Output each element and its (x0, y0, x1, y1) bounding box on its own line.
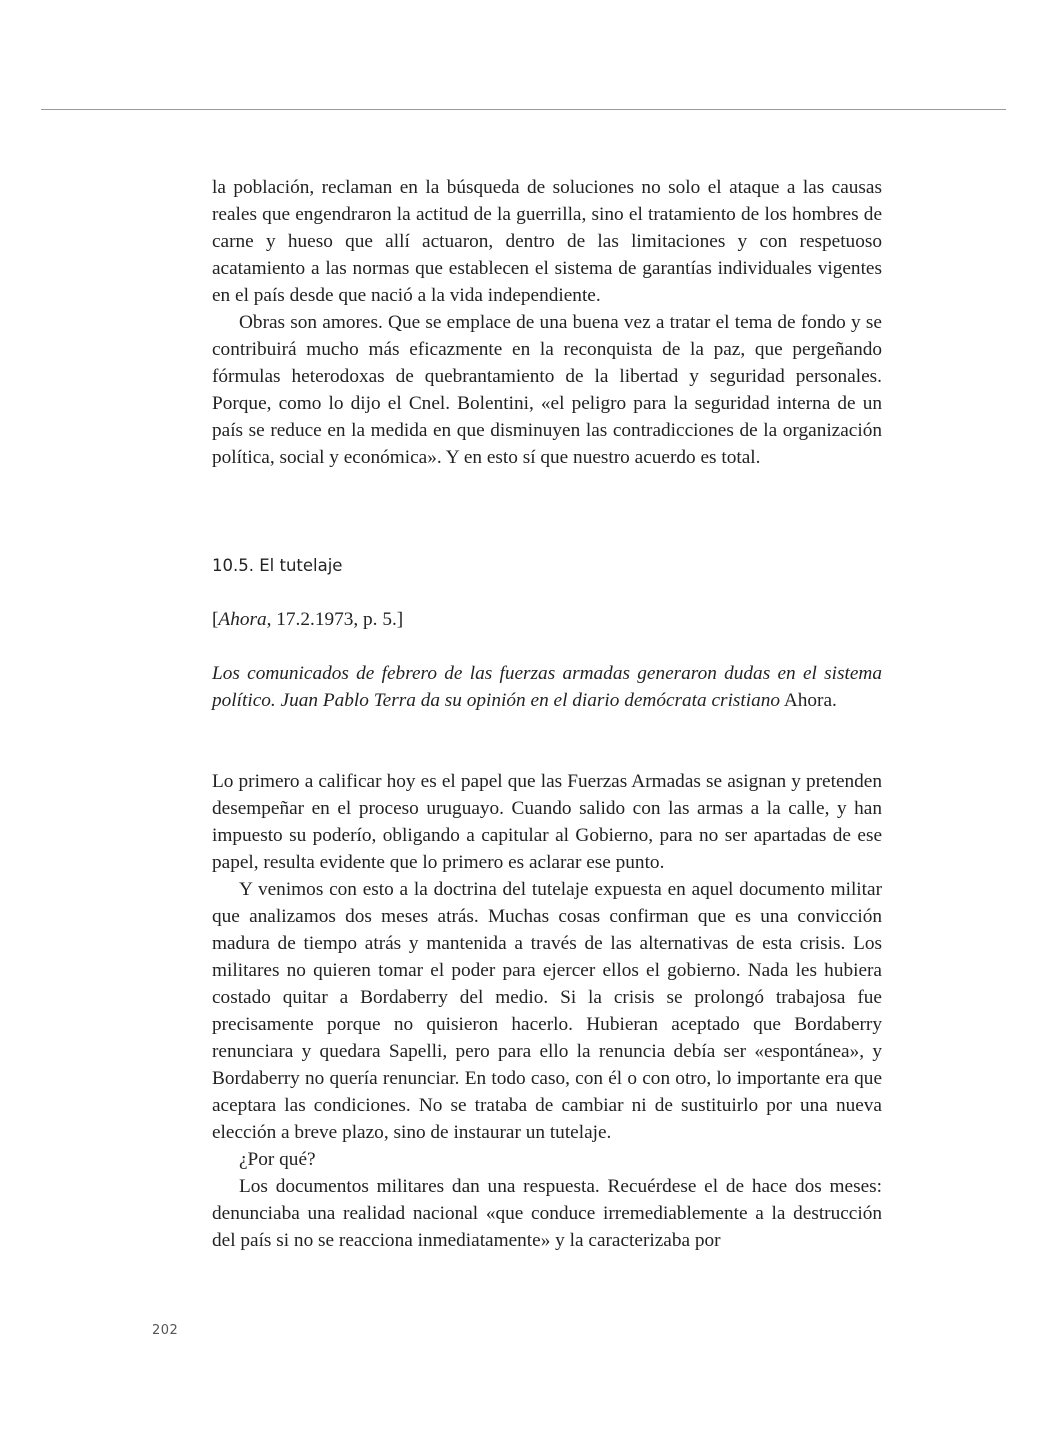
source-date-page: , 17.2.1973, p. 5.] (266, 609, 404, 630)
paragraph: ¿Por qué? (239, 1149, 316, 1170)
source-bracket-open: [ (212, 609, 219, 630)
text-block-top (212, 174, 882, 471)
source-citation (212, 606, 403, 633)
editorial-intro (212, 660, 882, 714)
intro-italic-text: Los comunicados de febrero de las fuerzas armadas generaron dudas en el sistema político. Juan Pablo Terra da su opinión en el diario demócrata cristiano (212, 663, 882, 711)
text-block-bottom (212, 768, 882, 1254)
section-heading: 10.5. El tutelaje (212, 556, 343, 575)
page-number: 202 (152, 1323, 179, 1338)
paragraph: Lo primero a calificar hoy es el papel que las Fuerzas Armadas se asignan y pretenden desempeñar en el proceso uruguayo. Cuando salido con las armas a la calle, y han impuesto su poderío, obligando a capitular al Gobierno, para no ser apartadas de ese papel, resulta evidente que lo primero es aclarar ese punto. (212, 771, 882, 873)
paragraph: la población, reclaman en la búsqueda de soluciones no solo el ataque a las causas reales que engendraron la actitud de la guerrilla, sino el tratamiento de los hombres de carne y hueso que allí actuaron, dentro de las limitaciones y con respetuoso acatamiento a las normas que establecen el sistema de garantías individuales vigentes en el país desde que nació a la vida independiente. (212, 177, 882, 306)
intro-newspaper-name: Ahora. (783, 690, 837, 711)
header-rule (41, 109, 1006, 110)
source-newspaper: Ahora (218, 609, 267, 630)
paragraph: Y venimos con esto a la doctrina del tutelaje expuesta en aquel documento militar que analizamos dos meses atrás. Muchas cosas confirman que es una convicción madura de tiempo atrás y mantenida a través de las alternativas de esta crisis. Los militares no quieren tomar el poder para ejercer ellos el gobierno. Nada les hubiera costado quitar a Bordaberry del medio. Si la crisis se prolongó trabajosa fue precisamente porque no quisieron hacerlo. Hubieran aceptado que Bordaberry renunciara y quedara Sapelli, pero para ello la renuncia debía ser «espontánea», y Bordaberry no quería renunciar. En todo caso, con él o con otro, lo importante era que aceptara las condiciones. No se trataba de cambiar ni de sustituirlo por una nueva elección a breve plazo, sino de instaurar un tutelaje. (212, 879, 882, 1143)
paragraph: Los documentos militares dan una respuesta. Recuérdese el de hace dos meses: denunciaba una realidad nacional «que conduce irremediablemente a la destrucción del país si no se reacciona inmediatamente» y la caracterizaba por (212, 1176, 882, 1251)
paragraph: Obras son amores. Que se emplace de una buena vez a tratar el tema de fondo y se contribuirá mucho más eficazmente en la reconquista de la paz, que pergeñando fórmulas heterodoxas de quebrantamiento de la libertad y seguridad personales. Porque, como lo dijo el Cnel. Bolentini, «el peligro para la seguridad interna de un país se reduce en la medida en que disminuyen las contradicciones de la organización política, social y económica». Y en esto sí que nuestro acuerdo es total. (212, 312, 882, 468)
